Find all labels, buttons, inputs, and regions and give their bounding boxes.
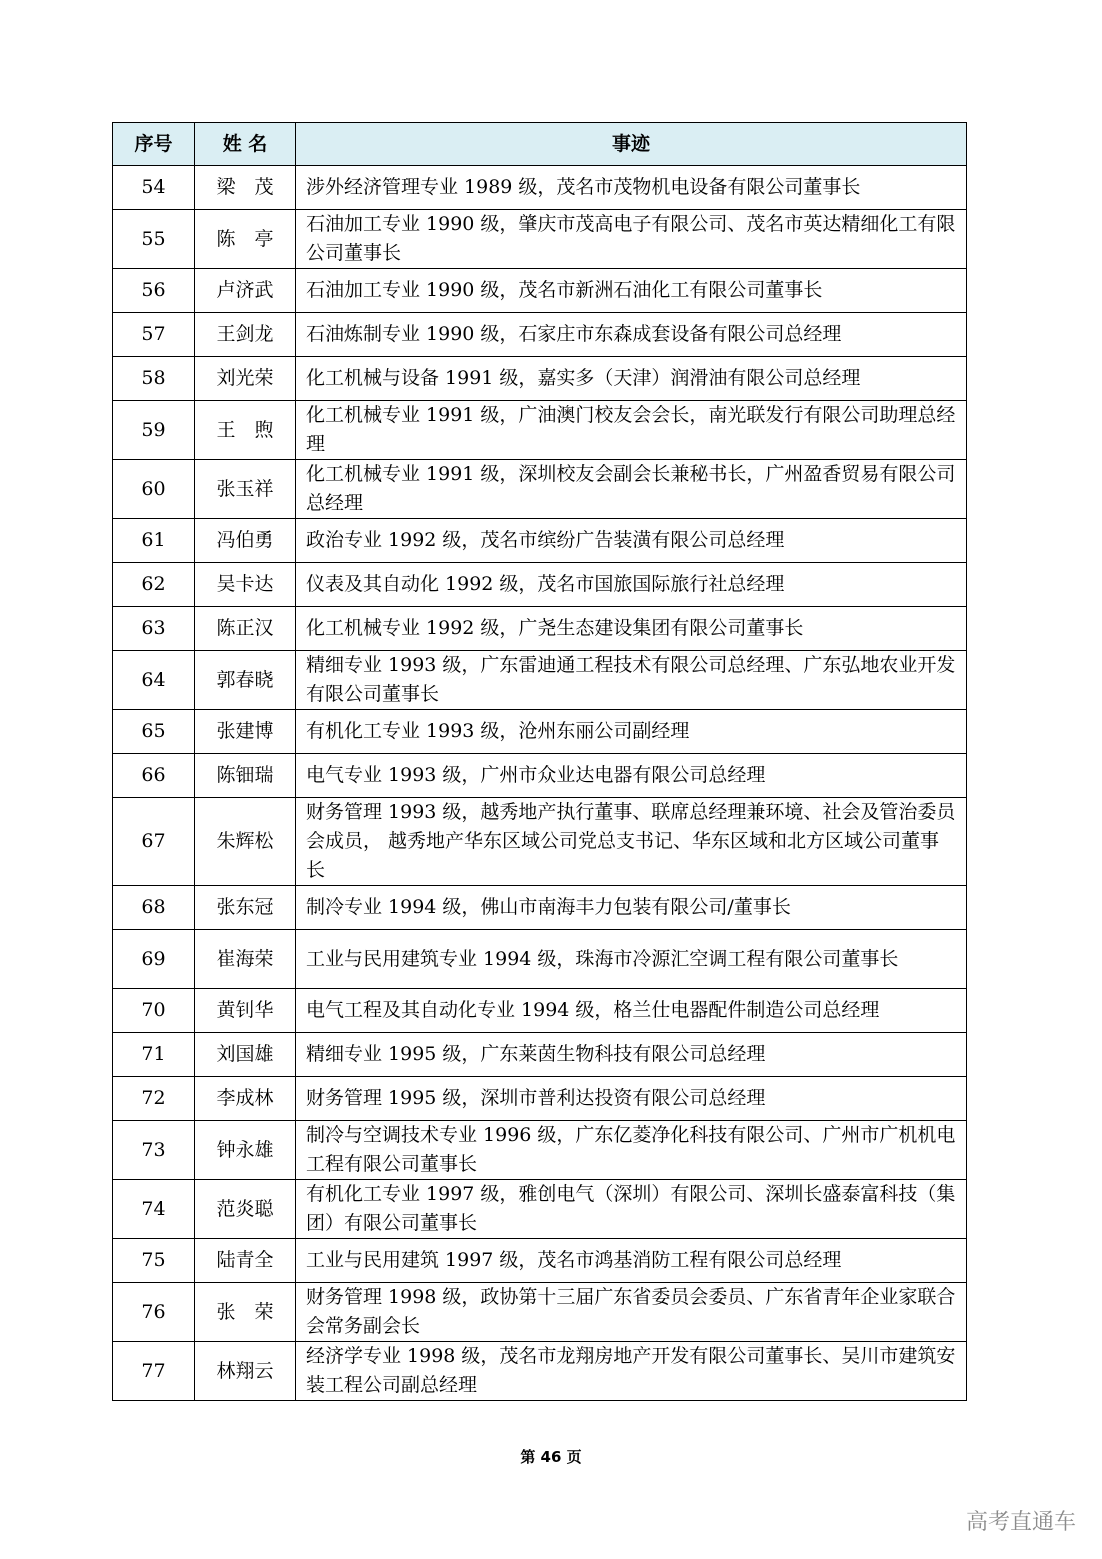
- table-row: [113, 313, 967, 357]
- table-row: [113, 798, 967, 886]
- cell-name: 王剑龙: [195, 313, 296, 357]
- table-row: [113, 1180, 967, 1239]
- cell-name: 卢济武: [195, 269, 296, 313]
- cell-serial-number: 54: [113, 166, 195, 210]
- cell-name: 张玉祥: [195, 460, 296, 519]
- cell-name: 崔海荣: [195, 930, 296, 989]
- cell-deeds: 化工机械与设备 1991 级，嘉实多（天津）润滑油有限公司总经理: [296, 357, 967, 401]
- cell-name: 刘国雄: [195, 1033, 296, 1077]
- watermark-text: 高考直通车: [965, 1510, 1076, 1535]
- cell-serial-number: 56: [113, 269, 195, 313]
- cell-deeds: 涉外经济管理专业 1989 级，茂名市茂物机电设备有限公司董事长: [296, 166, 967, 210]
- cell-serial-number: 57: [113, 313, 195, 357]
- header-deeds: 事迹: [296, 123, 967, 166]
- cell-deeds: 财务管理 1993 级，越秀地产执行董事、联席总经理兼环境、社会及管治委员会成员， 越秀地产华东区域公司党总支书记、华东区域和北方区域公司董事长: [296, 798, 967, 886]
- cell-serial-number: 74: [113, 1180, 195, 1239]
- cell-name: 李成林: [195, 1077, 296, 1121]
- cell-serial-number: 63: [113, 607, 195, 651]
- cell-serial-number: 75: [113, 1239, 195, 1283]
- table-row: [113, 1239, 967, 1283]
- cell-name: 陈 亭: [195, 210, 296, 269]
- table-row: [113, 1283, 967, 1342]
- cell-name: 黄钊华: [195, 989, 296, 1033]
- cell-serial-number: 55: [113, 210, 195, 269]
- cell-serial-number: 69: [113, 930, 195, 989]
- cell-name: 张东冠: [195, 886, 296, 930]
- cell-name: 冯伯勇: [195, 519, 296, 563]
- cell-deeds: 石油加工专业 1990 级，肇庆市茂高电子有限公司、茂名市英达精细化工有限公司董事长: [296, 210, 967, 269]
- table-row: [113, 269, 967, 313]
- table-row: [113, 1077, 967, 1121]
- cell-serial-number: 62: [113, 563, 195, 607]
- cell-deeds: 电气专业 1993 级，广州市众业达电器有限公司总经理: [296, 754, 967, 798]
- cell-serial-number: 60: [113, 460, 195, 519]
- cell-deeds: 化工机械专业 1992 级，广尧生态建设集团有限公司董事长: [296, 607, 967, 651]
- cell-deeds: 工业与民用建筑专业 1994 级，珠海市冷源汇空调工程有限公司董事长: [296, 930, 967, 989]
- cell-name: 张建博: [195, 710, 296, 754]
- table-row: [113, 1121, 967, 1180]
- cell-deeds: 化工机械专业 1991 级，深圳校友会副会长兼秘书长，广州盈香贸易有限公司总经理: [296, 460, 967, 519]
- table-row: [113, 519, 967, 563]
- cell-serial-number: 73: [113, 1121, 195, 1180]
- table-row: [113, 930, 967, 989]
- cell-name: 梁 茂: [195, 166, 296, 210]
- cell-deeds: 制冷专业 1994 级，佛山市南海丰力包装有限公司/董事长: [296, 886, 967, 930]
- header-name: 姓 名: [195, 123, 296, 166]
- cell-serial-number: 65: [113, 710, 195, 754]
- cell-deeds: 仪表及其自动化 1992 级，茂名市国旅国际旅行社总经理: [296, 563, 967, 607]
- cell-name: 吴卡达: [195, 563, 296, 607]
- table-row: [113, 1342, 967, 1401]
- table-row: [113, 886, 967, 930]
- cell-serial-number: 77: [113, 1342, 195, 1401]
- table-row: [113, 210, 967, 269]
- cell-deeds: 石油加工专业 1990 级，茂名市新洲石油化工有限公司董事长: [296, 269, 967, 313]
- cell-name: 林翔云: [195, 1342, 296, 1401]
- table-row: [113, 357, 967, 401]
- cell-name: 郭春晓: [195, 651, 296, 710]
- page-number: 第 46 页: [520, 1448, 582, 1466]
- cell-serial-number: 64: [113, 651, 195, 710]
- table-row: [113, 166, 967, 210]
- cell-deeds: 政治专业 1992 级，茂名市缤纷广告装潢有限公司总经理: [296, 519, 967, 563]
- table-row: [113, 563, 967, 607]
- table-row: [113, 989, 967, 1033]
- cell-serial-number: 70: [113, 989, 195, 1033]
- cell-deeds: 电气工程及其自动化专业 1994 级，格兰仕电器配件制造公司总经理: [296, 989, 967, 1033]
- cell-serial-number: 72: [113, 1077, 195, 1121]
- cell-serial-number: 71: [113, 1033, 195, 1077]
- table-row: [113, 710, 967, 754]
- cell-name: 陈正汉: [195, 607, 296, 651]
- cell-name: 张 荣: [195, 1283, 296, 1342]
- cell-deeds: 财务管理 1998 级，政协第十三届广东省委员会委员、广东省青年企业家联合会常务副会长: [296, 1283, 967, 1342]
- cell-deeds: 工业与民用建筑 1997 级，茂名市鸿基消防工程有限公司总经理: [296, 1239, 967, 1283]
- cell-name: 范炎聪: [195, 1180, 296, 1239]
- cell-deeds: 有机化工专业 1993 级，沧州东丽公司副经理: [296, 710, 967, 754]
- table-row: [113, 754, 967, 798]
- table-row: [113, 460, 967, 519]
- table-row: [113, 607, 967, 651]
- cell-serial-number: 68: [113, 886, 195, 930]
- table-header-row: [113, 123, 967, 166]
- cell-deeds: 有机化工专业 1997 级，雅创电气（深圳）有限公司、深圳长盛泰富科技（集团）有限公司董事长: [296, 1180, 967, 1239]
- cell-serial-number: 67: [113, 798, 195, 886]
- cell-deeds: 财务管理 1995 级，深圳市普利达投资有限公司总经理: [296, 1077, 967, 1121]
- cell-name: 王 煦: [195, 401, 296, 460]
- cell-name: 朱辉松: [195, 798, 296, 886]
- cell-serial-number: 58: [113, 357, 195, 401]
- cell-serial-number: 76: [113, 1283, 195, 1342]
- table-row: [113, 651, 967, 710]
- cell-serial-number: 61: [113, 519, 195, 563]
- cell-name: 钟永雄: [195, 1121, 296, 1180]
- cell-deeds: 石油炼制专业 1990 级，石家庄市东森成套设备有限公司总经理: [296, 313, 967, 357]
- cell-serial-number: 59: [113, 401, 195, 460]
- alumni-table: [112, 122, 967, 1401]
- cell-serial-number: 66: [113, 754, 195, 798]
- cell-name: 陆青全: [195, 1239, 296, 1283]
- table-row: [113, 401, 967, 460]
- cell-deeds: 化工机械专业 1991 级，广油澳门校友会会长，南光联发行有限公司助理总经理: [296, 401, 967, 460]
- cell-name: 刘光荣: [195, 357, 296, 401]
- cell-name: 陈钿瑞: [195, 754, 296, 798]
- cell-deeds: 精细专业 1995 级，广东莱茵生物科技有限公司总经理: [296, 1033, 967, 1077]
- cell-deeds: 精细专业 1993 级，广东雷迪通工程技术有限公司总经理、广东弘地农业开发有限公司董事长: [296, 651, 967, 710]
- table-row: [113, 1033, 967, 1077]
- cell-deeds: 制冷与空调技术专业 1996 级，广东亿菱净化科技有限公司、广州市广机机电工程有限公司董事长: [296, 1121, 967, 1180]
- header-serial-number: 序号: [113, 123, 195, 166]
- cell-deeds: 经济学专业 1998 级，茂名市龙翔房地产开发有限公司董事长、吴川市建筑安装工程公司副总经理: [296, 1342, 967, 1401]
